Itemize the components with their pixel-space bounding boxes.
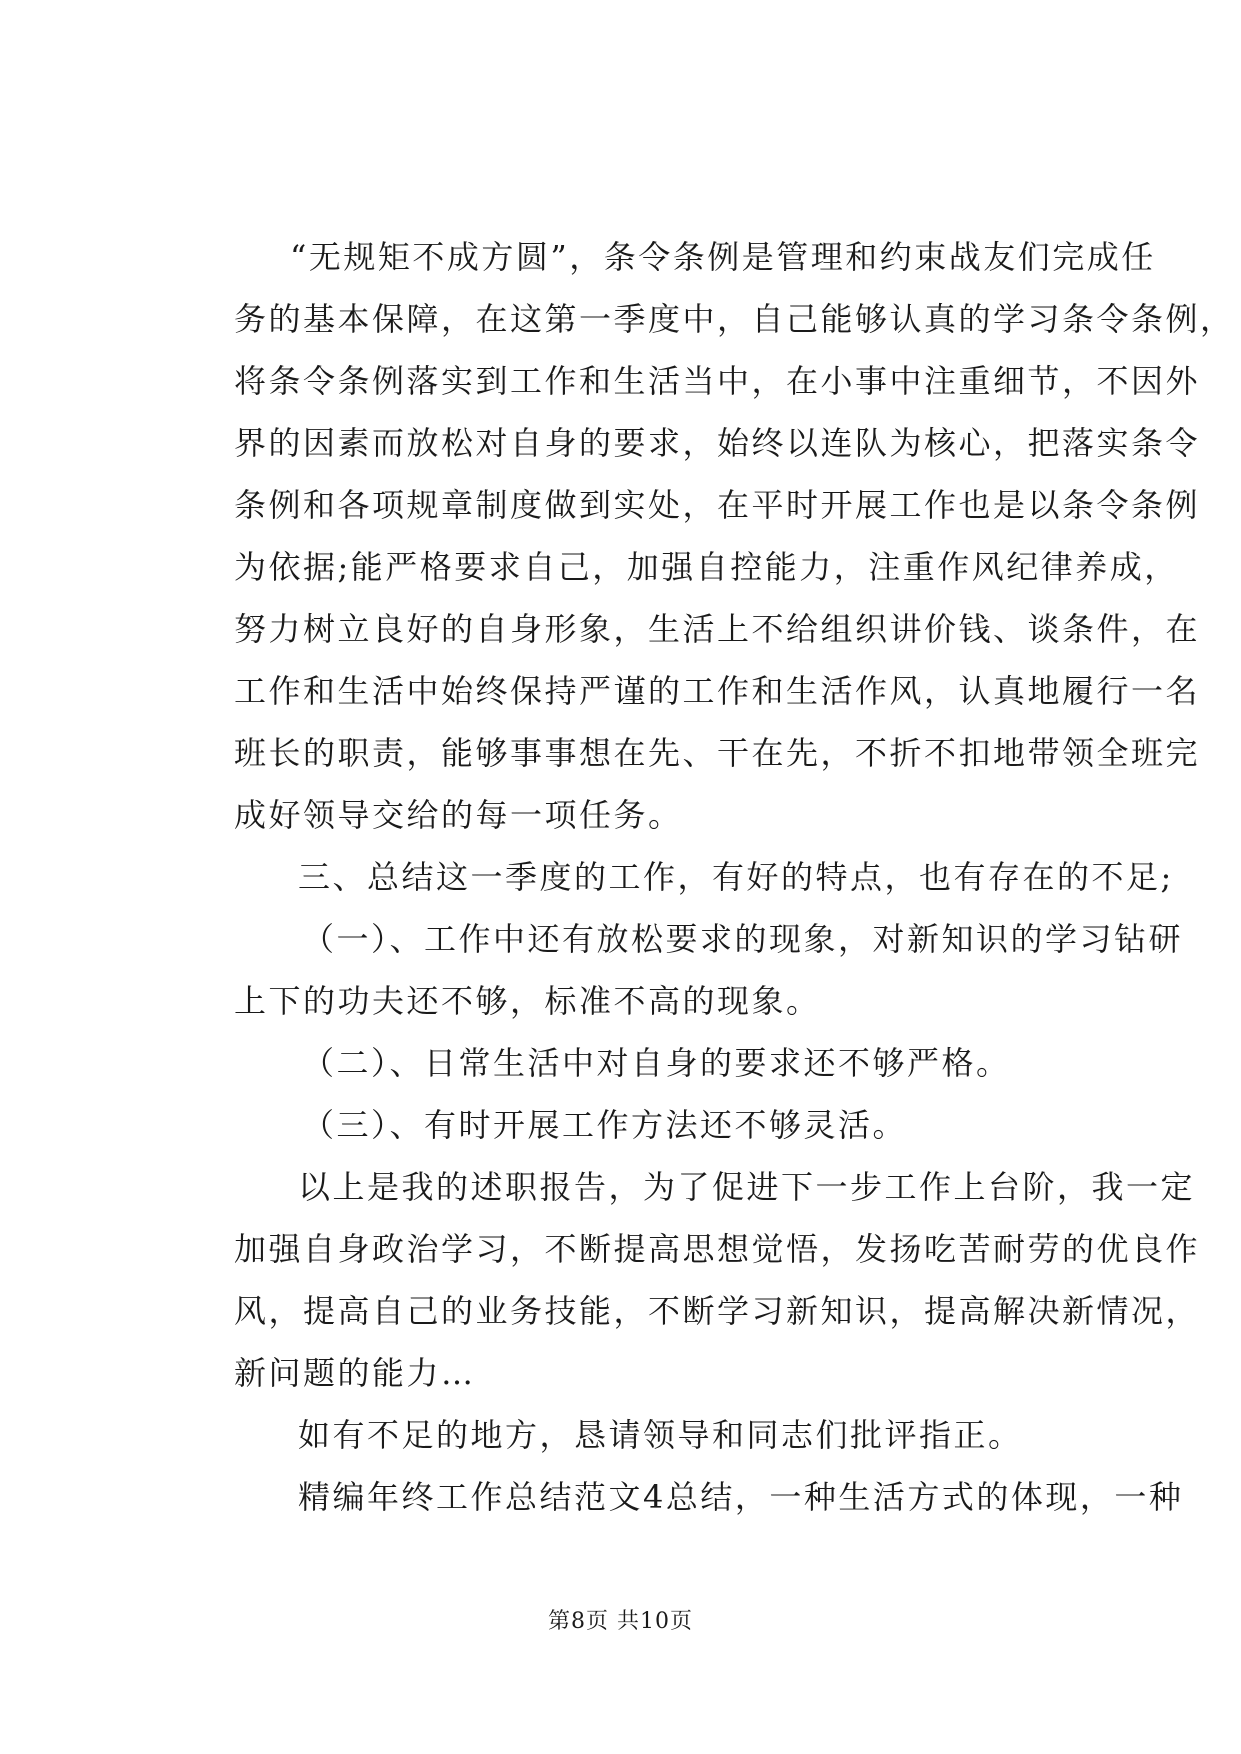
text-line: 务的基本保障，在这第一季度中，自己能够认真的学习条令条例，	[234, 300, 1235, 338]
text-line: 将条令条例落实到工作和生活当中，在小事中注重细节，不因外	[234, 362, 1201, 400]
list-item: （二）、日常生活中对自身的要求还不够严格。	[302, 1044, 1011, 1082]
text-line: 精编年终工作总结范文4总结，一种生活方式的体现，一种	[298, 1478, 1184, 1516]
text-line: 工作和生活中始终保持严谨的工作和生活作风，认真地履行一名	[234, 672, 1201, 710]
text-line: 风，提高自己的业务技能，不断学习新知识，提高解决新情况，	[234, 1292, 1201, 1330]
text-line: 如有不足的地方，恳请领导和同志们批评指正。	[298, 1416, 1023, 1454]
page-number-footer: 第8页 共10页	[548, 1609, 693, 1634]
text-line: 为依据;能严格要求自己，加强自控能力，注重作风纪律养成，	[234, 548, 1179, 586]
text-line: 班长的职责，能够事事想在先、干在先，不折不扣地带领全班完	[234, 734, 1201, 772]
text-line: 新问题的能力…	[234, 1354, 476, 1392]
text-line: 成好领导交给的每一项任务。	[234, 796, 683, 834]
text-line: “无规矩不成方圆”，条令条例是管理和约束战友们完成任	[290, 238, 1156, 276]
list-item: （一）、工作中还有放松要求的现象，对新知识的学习钻研	[302, 920, 1184, 958]
text-line: 上下的功夫还不够，标准不高的现象。	[234, 982, 821, 1020]
text-line: 界的因素而放松对自身的要求，始终以连队为核心，把落实条令	[234, 424, 1201, 462]
body-text	[234, 226, 1235, 1528]
text-line: 加强自身政治学习，不断提高思想觉悟，发扬吃苦耐劳的优良作	[234, 1230, 1201, 1268]
list-item: （三）、有时开展工作方法还不够灵活。	[302, 1106, 908, 1144]
text-line: 条例和各项规章制度做到实处，在平时开展工作也是以条令条例	[234, 486, 1201, 524]
text-line: 以上是我的述职报告，为了促进下一步工作上台阶，我一定	[298, 1168, 1196, 1206]
text-line: 努力树立良好的自身形象，生活上不给组织讲价钱、谈条件，在	[234, 610, 1201, 648]
section-heading: 三、总结这一季度的工作，有好的特点，也有存在的不足;	[298, 858, 1174, 896]
